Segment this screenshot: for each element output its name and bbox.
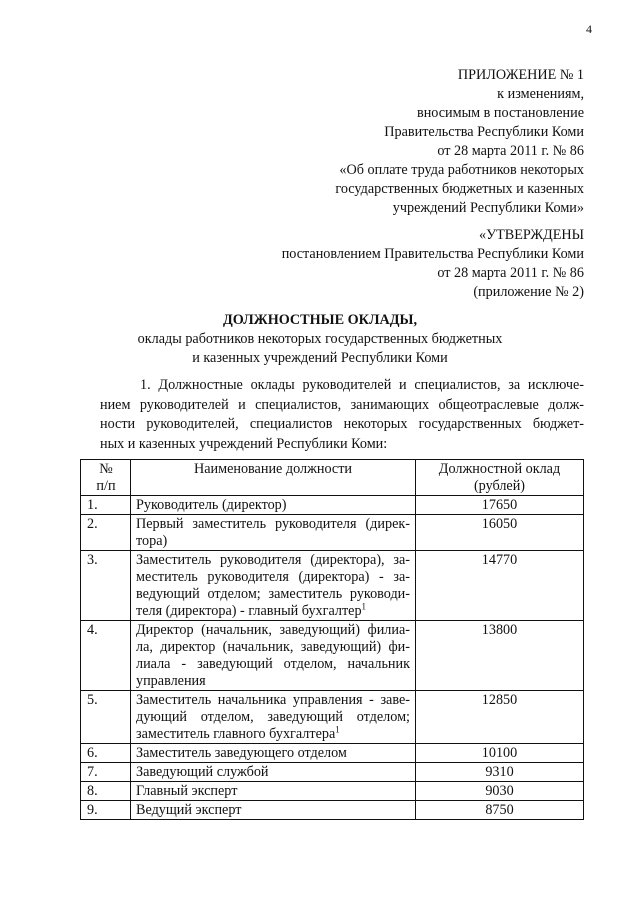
position-name-line xyxy=(136,569,410,586)
row-number: 8. xyxy=(81,782,131,801)
paragraph-line: ных и казенных учреждений Республики Коми: xyxy=(100,435,388,452)
row-position-name xyxy=(131,551,416,621)
appendix-line: к изменениям, xyxy=(497,86,584,102)
position-name-text: теля (директора) - главный бухгалтер xyxy=(136,603,362,619)
position-name-text: Ведущий эксперт xyxy=(136,802,242,818)
position-name-text: Заведующий службой xyxy=(136,764,269,780)
table-row xyxy=(81,551,584,621)
approved-line: «УТВЕРЖДЕНЫ xyxy=(479,227,584,243)
table-row xyxy=(81,801,584,820)
table-row xyxy=(81,691,584,744)
header-num xyxy=(81,460,131,496)
position-name-text: Главный эксперт xyxy=(136,783,238,799)
position-name-text: Заместитель начальника управления - заве- xyxy=(136,692,410,708)
appendix-line: Правительства Республики Коми xyxy=(384,124,584,140)
row-salary: 13800 xyxy=(416,621,584,691)
title-subtitle: и казенных учреждений Республики Коми xyxy=(192,350,448,366)
position-name-line xyxy=(136,692,410,709)
intro-paragraph xyxy=(100,376,584,454)
position-name-line xyxy=(136,802,410,819)
row-position-name xyxy=(131,744,416,763)
position-name-text: дующий отделом, заведующий отделом; xyxy=(136,709,410,725)
appendix-line: ПРИЛОЖЕНИЕ № 1 xyxy=(457,67,584,83)
row-position-name xyxy=(131,801,416,820)
position-name-line xyxy=(136,622,410,639)
position-name-line xyxy=(136,552,410,569)
document-title xyxy=(0,311,640,368)
approved-header xyxy=(282,226,584,302)
position-name-line xyxy=(136,726,410,743)
position-name-line xyxy=(136,673,410,690)
row-position-name xyxy=(131,515,416,551)
paragraph-line: ности руководителей, специалистов некоторых государственных бюджет- xyxy=(100,416,584,432)
appendix-line: государственных бюджетных и казенных xyxy=(335,181,584,197)
row-number: 4. xyxy=(81,621,131,691)
row-salary: 14770 xyxy=(416,551,584,621)
row-position-name xyxy=(131,782,416,801)
paragraph-line: 1. Должностные оклады руководителей и специалистов, за исключе- xyxy=(140,377,584,393)
position-name-text: заместитель главного бухгалтера xyxy=(136,726,336,742)
row-number: 5. xyxy=(81,691,131,744)
row-position-name xyxy=(131,763,416,782)
appendix-header xyxy=(335,66,584,218)
position-name-text: Директор (начальник, заведующий) филиа- xyxy=(136,622,410,638)
appendix-line: «Об оплате труда работников некоторых xyxy=(339,162,584,178)
row-salary: 10100 xyxy=(416,744,584,763)
row-number: 3. xyxy=(81,551,131,621)
row-salary: 17650 xyxy=(416,496,584,515)
position-name-text: ведующий отделом; заместитель руководи- xyxy=(136,586,410,602)
position-name-line xyxy=(136,497,410,514)
position-name-line xyxy=(136,586,410,603)
position-name-text: управления xyxy=(136,673,206,689)
position-name-line xyxy=(136,516,410,533)
position-name-text: Заместитель заведующего отделом xyxy=(136,745,347,761)
footnote-marker: 1 xyxy=(361,601,367,612)
position-name-text: Первый заместитель руководителя (дирек- xyxy=(136,516,410,532)
position-name-text: тора) xyxy=(136,533,168,549)
row-position-name xyxy=(131,496,416,515)
header-salary xyxy=(416,460,584,496)
row-salary: 12850 xyxy=(416,691,584,744)
row-number: 2. xyxy=(81,515,131,551)
table-row xyxy=(81,621,584,691)
header-salary-line: Должностной оклад xyxy=(438,461,561,477)
position-name-line xyxy=(136,745,410,762)
position-name-text: лиала - заведующий отделом, начальник xyxy=(136,656,410,672)
position-name-line xyxy=(136,603,410,620)
position-name-line xyxy=(136,709,410,726)
header-num-line: № xyxy=(99,461,113,477)
title-heading: ДОЛЖНОСТНЫЕ ОКЛАДЫ, xyxy=(223,312,417,328)
row-salary: 9310 xyxy=(416,763,584,782)
row-position-name xyxy=(131,691,416,744)
row-number: 6. xyxy=(81,744,131,763)
row-salary: 9030 xyxy=(416,782,584,801)
approved-line: постановлением Правительства Республики Коми xyxy=(281,246,584,262)
table-row xyxy=(81,515,584,551)
appendix-line: учреждений Республики Коми» xyxy=(392,200,584,216)
position-name-text: меститель руководителя (директора) - за- xyxy=(136,569,410,585)
approved-line: (приложение № 2) xyxy=(473,284,584,300)
table-row xyxy=(81,763,584,782)
row-position-name xyxy=(131,621,416,691)
row-salary: 16050 xyxy=(416,515,584,551)
page-number: 4 xyxy=(586,22,592,36)
table-row xyxy=(81,496,584,515)
header-num-line: п/п xyxy=(96,478,116,494)
table-row xyxy=(81,744,584,763)
position-name-line xyxy=(136,656,410,673)
position-name-text: ла, директор (начальник, заведующий) фи- xyxy=(136,639,410,655)
row-number: 1. xyxy=(81,496,131,515)
position-name-text: Руководитель (директор) xyxy=(136,497,287,513)
position-name-line xyxy=(136,783,410,800)
table-header-row xyxy=(81,460,584,496)
title-subtitle: оклады работников некоторых государственных бюджетных xyxy=(137,331,503,347)
salary-table xyxy=(80,459,584,820)
position-name-line xyxy=(136,764,410,781)
table-body xyxy=(81,496,584,820)
footnote-marker: 1 xyxy=(335,724,340,735)
row-number: 9. xyxy=(81,801,131,820)
header-name: Наименование должности xyxy=(131,460,416,496)
paragraph-line: нием руководителей и специалистов, занимающих общеотраслевые долж- xyxy=(100,396,584,413)
appendix-line: вносимым в постановление xyxy=(417,105,584,121)
table-row xyxy=(81,782,584,801)
position-name-line xyxy=(136,639,410,656)
position-name-text: Заместитель руководителя (директора), за- xyxy=(136,552,410,568)
appendix-line: от 28 марта 2011 г. № 86 xyxy=(437,143,584,159)
position-name-line xyxy=(136,533,410,550)
row-salary: 8750 xyxy=(416,801,584,820)
header-salary-line: (рублей) xyxy=(473,478,526,494)
approved-line: от 28 марта 2011 г. № 86 xyxy=(437,265,584,281)
row-number: 7. xyxy=(81,763,131,782)
